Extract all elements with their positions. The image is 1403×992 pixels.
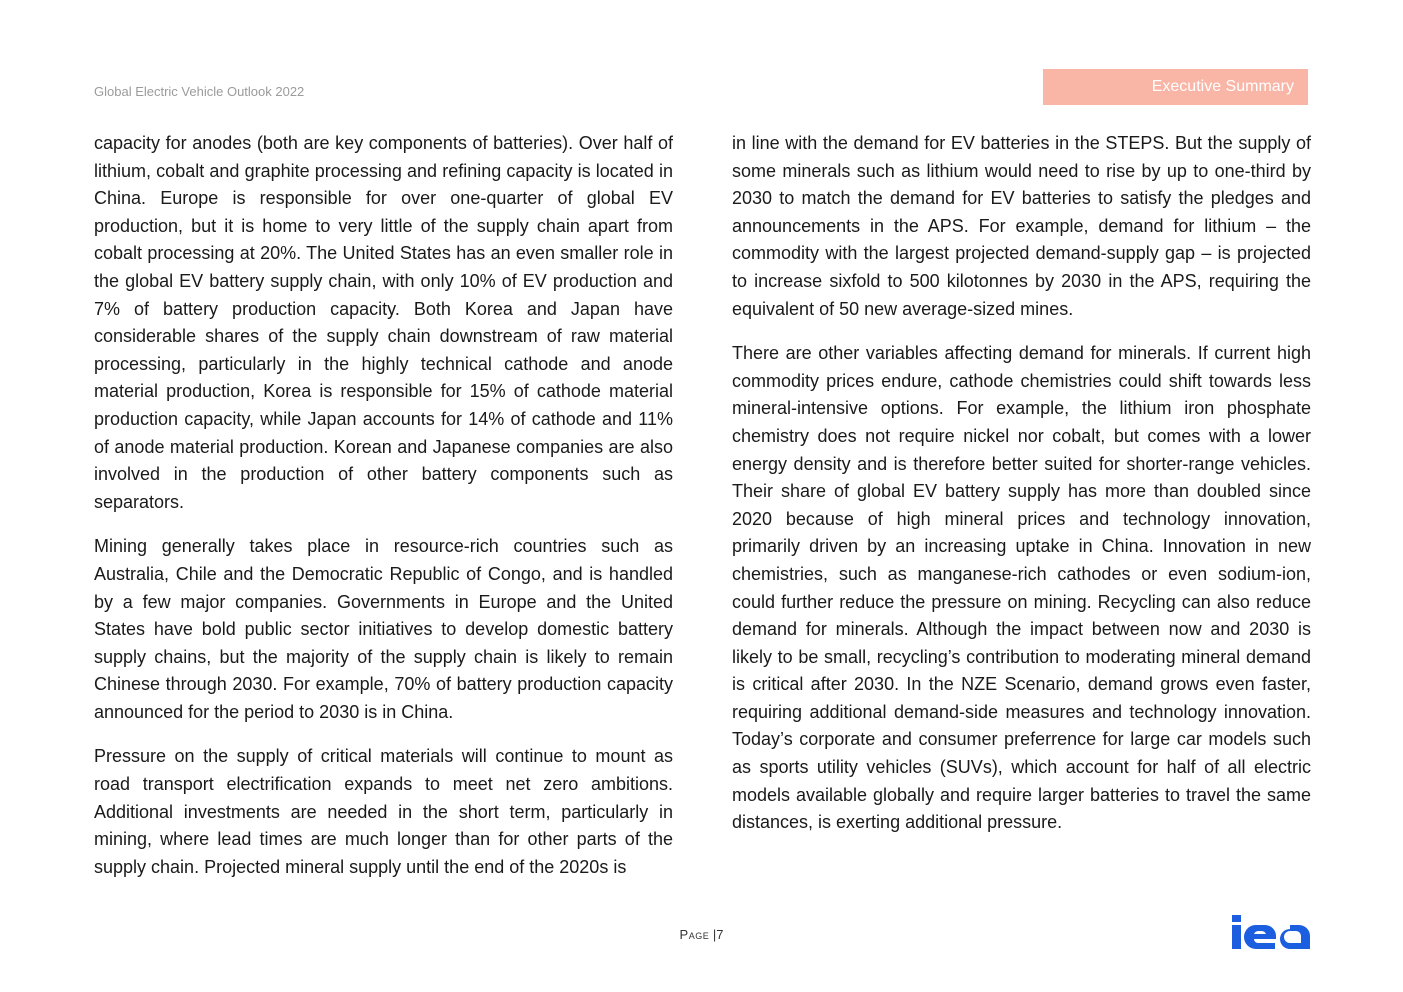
page-number (0, 927, 1403, 942)
section-tab-label: Executive Summary (1151, 78, 1294, 95)
body-paragraph: Pressure on the supply of critical materials will continue to mount as road transport electrification expands to meet net zero ambitions. Additional investments are needed in the short term, particularly in mining, where lead times are much longer than for other parts of the supply chain. Projected mineral supply until the end of the 2020s is (94, 746, 673, 877)
body-paragraph: in line with the demand for EV batteries in the STEPS. But the supply of some minerals such as lithium would need to rise by up to one-third by 2030 to match the demand for EV batteries to satisfy the pledges and announcements in the APS. For example, demand for lithium – the commodity with the largest projected demand-supply gap – is projected to increase sixfold to 500 kilotonnes by 2030 in the APS, requiring the equivalent of 50 new average-sized mines. (732, 133, 1311, 319)
section-tab (1043, 69, 1308, 105)
body-paragraph: capacity for anodes (both are key components of batteries). Over half of lithium, cobalt and graphite processing and refining capacity is located in China. Europe is responsible for over one-quarter of global EV production, but it is home to very little of the supply chain apart from cobalt processing at 20%. The United States has an even smaller role in the global EV battery supply chain, with only 10% of EV production and 7% of battery production capacity. Both Korea and Japan have considerable shares of the supply chain downstream of raw material processing, particularly in the highly technical cathode and anode material production, Korea is responsible for 15% of cathode material production capacity, while Japan accounts for 14% of cathode and 11% of anode material production. Korean and Japanese companies are also involved in the production of other battery components such as separators. (94, 133, 673, 512)
right-column (732, 130, 1311, 854)
running-title: Global Electric Vehicle Outlook 2022 (94, 84, 305, 99)
page-word: Page (679, 927, 710, 942)
body-paragraph: There are other variables affecting demand for minerals. If current high commodity prices endure, cathode chemistries could shift towards less mineral-intensive options. For example, the lithium iron phosphate chemistry does not require nickel nor cobalt, but comes with a lower energy density and is therefore better suited for shorter-range vehicles. Their share of global EV battery supply has more than doubled since 2020 because of high mineral prices and technology innovation, primarily driven by an increasing uptake in China. Innovation in new chemistries, such as manganese-rich cathodes or even sodium-ion, could further reduce the pressure on mining. Recycling can also reduce demand for minerals. Although the impact between now and 2030 is likely to be small, recycling’s contribution to moderating mineral demand is critical after 2030. In the NZE Scenario, demand grows even faster, requiring additional demand-side measures and technology innovation. Today’s corporate and consumer preferrence for large car models such as sports utility vehicles (SUVs), which account for half of all electric models available globally and require larger batteries to travel the same distances, is exerting additional pressure. (732, 343, 1311, 833)
page-separator: | (712, 927, 717, 942)
left-column (94, 130, 673, 898)
iea-logo (1232, 915, 1310, 951)
page-number-value: 7 (716, 927, 724, 942)
body-paragraph: Mining generally takes place in resource-rich countries such as Australia, Chile and the Democratic Republic of Congo, and is handled by a few major companies. Governments in Europe and the United States have bold public sector initiatives to develop domestic battery supply chains, but the majority of the supply chain is likely to remain Chinese through 2030. For example, 70% of battery production capacity announced for the period to 2030 is in China. (94, 536, 673, 722)
